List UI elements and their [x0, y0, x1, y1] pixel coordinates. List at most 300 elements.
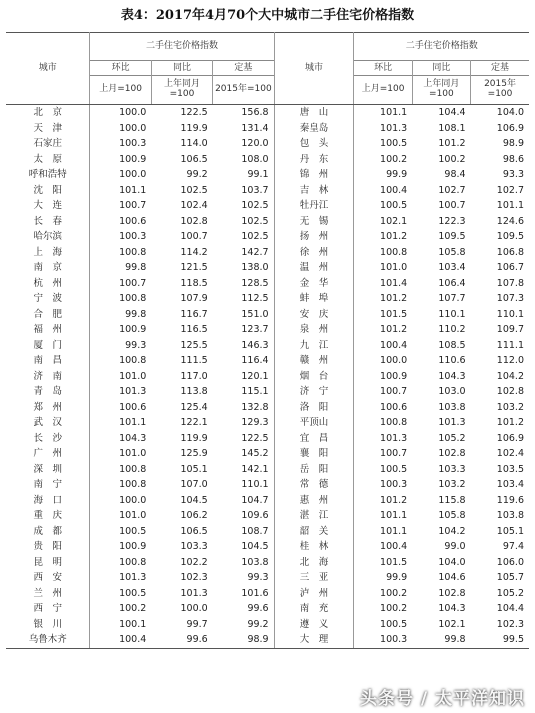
fixed-base-value: 99.3 — [213, 570, 274, 586]
yoy-value: 103.2 — [438, 479, 466, 490]
yoy-value: 102.4 — [180, 200, 208, 211]
yoy-value: 117.0 — [180, 370, 208, 382]
city-name: 南 京 — [6, 260, 90, 276]
index-group-header: 二手住宅价格指数 — [90, 33, 274, 61]
yoy-value: 99.8 — [412, 632, 470, 648]
fixed-base-value: 129.3 — [213, 415, 274, 431]
table-row — [6, 245, 529, 261]
fixed-base-value: 112.0 — [496, 355, 524, 366]
fixed-base-value: 98.9 — [213, 632, 274, 648]
table-row — [6, 338, 529, 354]
table-row — [6, 570, 529, 586]
mom-value: 100.4 — [90, 632, 151, 648]
yoy-value: 121.5 — [180, 262, 208, 273]
yoy-value: 100.0 — [180, 603, 208, 614]
table-row — [6, 369, 529, 385]
city-name: 锦 州 — [274, 167, 354, 183]
yoy-value: 107.7 — [438, 293, 466, 304]
table-row — [6, 353, 529, 369]
table-row — [6, 446, 529, 462]
yoy-value: 104.4 — [438, 107, 466, 118]
mom-value: 101.1 — [380, 525, 408, 537]
mom-value: 100.5 — [380, 138, 408, 149]
city-name: 宁 波 — [6, 291, 90, 307]
fixed-base-value: 119.6 — [496, 494, 524, 506]
fixed-base-value: 105.2 — [496, 587, 524, 599]
fixed-base-value: 103.2 — [496, 401, 524, 413]
fixed-base-value: 106.8 — [496, 246, 524, 258]
fixed-base-value: 106.9 — [496, 122, 524, 134]
yoy-value: 102.7 — [438, 184, 466, 196]
city-name: 遵 义 — [274, 617, 354, 633]
fixed-base: 2015年=100 — [213, 76, 274, 105]
city-name: 平顶山 — [274, 415, 354, 431]
mom-value: 100.9 — [380, 370, 408, 382]
table-row — [6, 198, 529, 214]
yoy-value: 111.5 — [180, 355, 208, 366]
yoy-value: 102.8 — [438, 587, 466, 599]
mom-value: 100.0 — [119, 494, 147, 506]
mom-value: 101.0 — [119, 510, 147, 521]
mom-value: 100.1 — [119, 618, 147, 630]
city-name: 扬 州 — [274, 229, 354, 245]
fixed-base-value: 122.5 — [213, 431, 274, 447]
yoy-value: 101.3 — [438, 417, 466, 428]
fixed-base-value: 97.4 — [502, 541, 524, 552]
mom-value: 101.2 — [380, 293, 408, 304]
city-name: 包 头 — [274, 136, 354, 152]
city-name: 牡丹江 — [274, 198, 354, 214]
fixed-base-value: 111.1 — [496, 339, 524, 351]
fixed-base-value: 142.1 — [213, 462, 274, 478]
yoy-value: 104.5 — [180, 494, 208, 506]
fixed-base-value: 106.7 — [496, 262, 524, 273]
mom-value: 100.8 — [119, 556, 147, 568]
table-row — [6, 322, 529, 338]
city-name: 海 口 — [6, 493, 90, 509]
fixed-base-value: 104.7 — [213, 493, 274, 509]
yoy-value: 110.1 — [438, 308, 466, 320]
mom-value: 100.6 — [119, 401, 147, 413]
table-title: 表4：2017年4月70个大中城市二手住宅价格指数 — [120, 8, 415, 23]
fixed-base-value: 99.2 — [213, 617, 274, 633]
mom-value: 99.9 — [386, 169, 408, 180]
yoy-value: 103.3 — [180, 541, 208, 552]
yoy-value: 118.5 — [180, 277, 208, 289]
fixed-base-value: 99.5 — [471, 632, 529, 648]
table-row — [6, 276, 529, 292]
mom-value: 100.0 — [119, 107, 147, 118]
city-name: 成 都 — [6, 524, 90, 540]
watermark: 头条号 / 太平洋知识 — [359, 689, 525, 709]
yoy-value: 109.5 — [438, 231, 466, 242]
city-name: 福 州 — [6, 322, 90, 338]
city-name: 昆 明 — [6, 555, 90, 571]
table-row — [6, 167, 529, 183]
city-name: 唐 山 — [274, 105, 354, 121]
mom-value: 100.5 — [119, 587, 147, 599]
yoy-header: 同比 — [412, 61, 470, 76]
fixed-base-value: 120.1 — [213, 369, 274, 385]
fixed-base-value: 145.2 — [213, 446, 274, 462]
fixed-base-value: 112.5 — [213, 291, 274, 307]
yoy-value: 105.2 — [438, 432, 466, 444]
yoy-value: 125.4 — [180, 401, 208, 413]
yoy-value: 107.9 — [180, 293, 208, 304]
yoy-value: 114.2 — [180, 246, 208, 258]
city-name: 吉 林 — [274, 183, 354, 199]
city-name: 长 沙 — [6, 431, 90, 447]
mom-value: 101.1 — [119, 184, 147, 196]
mom-value: 101.2 — [380, 324, 408, 335]
city-name: 呼和浩特 — [6, 167, 90, 183]
city-name: 襄 阳 — [274, 446, 354, 462]
table-row — [6, 291, 529, 307]
table-row — [6, 260, 529, 276]
mom-value: 100.3 — [119, 138, 147, 149]
fixed-base-value: 104.0 — [496, 107, 524, 118]
index-group-header: 二手住宅价格指数 — [354, 33, 529, 61]
yoy-value: 99.2 — [186, 169, 208, 180]
yoy-value: 102.3 — [180, 572, 208, 583]
yoy-value: 125.9 — [180, 448, 208, 459]
city-name: 南 宁 — [6, 477, 90, 493]
yoy-base: 上年同月=100 — [151, 76, 212, 105]
table-row — [6, 601, 529, 617]
fixed-base-value: 115.1 — [213, 384, 274, 400]
city-name: 桂 林 — [274, 539, 354, 555]
yoy-value: 107.0 — [180, 479, 208, 490]
fixed-base-value: 99.6 — [213, 601, 274, 617]
fixed-base-value: 104.2 — [496, 370, 524, 382]
yoy-value: 122.5 — [180, 107, 208, 118]
mom-value: 100.7 — [380, 386, 408, 397]
table-row — [6, 415, 529, 431]
fixed-base-value: 124.6 — [496, 215, 524, 227]
yoy-value: 122.1 — [180, 417, 208, 428]
mom-value: 100.6 — [119, 215, 147, 227]
city-name: 武 汉 — [6, 415, 90, 431]
mom-value: 100.8 — [119, 293, 147, 304]
city-name: 哈尔滨 — [6, 229, 90, 245]
fixed-base-value: 98.9 — [502, 138, 524, 149]
yoy-value: 104.2 — [438, 525, 466, 537]
city-name: 银 川 — [6, 617, 90, 633]
mom-value: 100.3 — [354, 632, 412, 648]
city-name: 洛 阳 — [274, 400, 354, 416]
fixed-base-value: 98.6 — [502, 153, 524, 165]
city-name: 大 连 — [6, 198, 90, 214]
table-body — [6, 105, 529, 649]
city-name: 南 昌 — [6, 353, 90, 369]
mom-value: 100.5 — [380, 463, 408, 475]
yoy-value: 119.9 — [180, 432, 208, 444]
city-name: 济 宁 — [274, 384, 354, 400]
city-name: 石家庄 — [6, 136, 90, 152]
city-name: 兰 州 — [6, 586, 90, 602]
city-name: 西 安 — [6, 570, 90, 586]
mom-value: 100.0 — [380, 355, 408, 366]
city-name: 金 华 — [274, 276, 354, 292]
yoy-value: 100.7 — [180, 231, 208, 242]
fixed-base-value: 132.8 — [213, 400, 274, 416]
fixed-base-value: 110.1 — [496, 308, 524, 320]
mom-value: 101.3 — [119, 572, 147, 583]
mom-value: 100.2 — [380, 587, 408, 599]
table-row — [6, 462, 529, 478]
yoy-value: 106.2 — [180, 510, 208, 521]
city-name: 厦 门 — [6, 338, 90, 354]
mom-value: 100.0 — [119, 169, 147, 180]
mom-value: 100.9 — [119, 324, 147, 335]
mom-value: 100.6 — [380, 401, 408, 413]
fixed-base-value: 102.3 — [496, 618, 524, 630]
mom-value: 101.3 — [380, 432, 408, 444]
yoy-value: 106.5 — [180, 525, 208, 537]
mom-value: 100.8 — [380, 246, 408, 258]
fixed-base-value: 105.7 — [496, 572, 524, 583]
mom-value: 100.7 — [119, 277, 147, 289]
yoy-value: 101.3 — [180, 587, 208, 599]
city-name: 西 宁 — [6, 601, 90, 617]
yoy-value: 99.6 — [151, 632, 212, 648]
yoy-value: 99.7 — [186, 618, 208, 630]
yoy-value: 101.2 — [438, 138, 466, 149]
city-name: 惠 州 — [274, 493, 354, 509]
mom-value: 99.8 — [125, 308, 147, 320]
table-row — [6, 524, 529, 540]
city-name: 徐 州 — [274, 245, 354, 261]
yoy-value: 102.5 — [180, 184, 208, 196]
mom-value: 101.0 — [119, 370, 147, 382]
fixed-base-value: 108.7 — [213, 524, 274, 540]
yoy-value: 122.3 — [438, 215, 466, 227]
table-row — [6, 431, 529, 447]
mom-value: 102.1 — [380, 215, 408, 227]
yoy-value: 98.4 — [444, 169, 466, 180]
yoy-value: 105.8 — [438, 510, 466, 521]
mom-value: 100.7 — [119, 200, 147, 211]
yoy-value: 103.0 — [438, 386, 466, 397]
city-name: 无 锡 — [274, 214, 354, 230]
mom-value: 100.8 — [380, 417, 408, 428]
city-name: 大 理 — [274, 632, 354, 648]
table-row — [6, 632, 529, 648]
table-row — [6, 555, 529, 571]
yoy-value: 102.1 — [438, 618, 466, 630]
table-row — [6, 617, 529, 633]
city-name: 安 庆 — [274, 307, 354, 323]
table-row — [6, 586, 529, 602]
city-name: 北 海 — [274, 555, 354, 571]
yoy-value: 103.4 — [438, 262, 466, 273]
yoy-base: 上年同月=100 — [412, 76, 470, 105]
city-name: 乌鲁木齐 — [6, 632, 90, 648]
mom-value: 101.4 — [380, 277, 408, 289]
mom-value: 101.2 — [380, 231, 408, 242]
table-row — [6, 493, 529, 509]
city-name: 常 德 — [274, 477, 354, 493]
mom-value: 101.3 — [380, 122, 408, 134]
mom-value: 101.0 — [119, 448, 147, 459]
city-name: 杭 州 — [6, 276, 90, 292]
mom-value: 100.5 — [380, 618, 408, 630]
mom-value: 100.4 — [380, 541, 408, 552]
yoy-value: 115.8 — [438, 494, 466, 506]
mom-value: 101.3 — [119, 386, 147, 397]
fixed-base-value: 103.8 — [496, 510, 524, 521]
table-row — [6, 136, 529, 152]
fixed-base-value: 105.1 — [496, 525, 524, 537]
yoy-value: 108.1 — [438, 122, 466, 134]
yoy-value: 99.0 — [444, 541, 466, 552]
table-row — [6, 307, 529, 323]
yoy-value: 104.3 — [438, 603, 466, 614]
yoy-value: 100.7 — [438, 200, 466, 211]
fixed-base-value: 93.3 — [502, 169, 524, 180]
fixed-base-value: 102.4 — [496, 448, 524, 459]
city-name: 泉 州 — [274, 322, 354, 338]
mom-value: 100.5 — [380, 200, 408, 211]
yoy-value: 103.8 — [438, 401, 466, 413]
city-column-header: 城市 — [6, 33, 90, 105]
table-row — [6, 384, 529, 400]
fixed-base-value: 108.0 — [213, 152, 274, 168]
yoy-value: 104.0 — [438, 556, 466, 568]
fixed-base-value: 103.8 — [213, 555, 274, 571]
fixed-base-value: 102.5 — [213, 198, 274, 214]
mom-value: 100.2 — [380, 153, 408, 165]
city-name: 郑 州 — [6, 400, 90, 416]
mom-value: 100.8 — [119, 463, 147, 475]
fixed-base-value: 99.1 — [213, 167, 274, 183]
table-row — [6, 229, 529, 245]
mom-value: 100.7 — [380, 448, 408, 459]
city-name: 秦皇岛 — [274, 121, 354, 137]
fixed-base-value: 101.6 — [213, 586, 274, 602]
table-row — [6, 183, 529, 199]
mom-value: 100.0 — [119, 122, 147, 134]
yoy-value: 104.6 — [438, 572, 466, 583]
city-name: 长 春 — [6, 214, 90, 230]
mom-header: 环比 — [354, 61, 412, 76]
mom-value: 100.4 — [380, 184, 408, 196]
city-name: 南 充 — [274, 601, 354, 617]
yoy-value: 113.8 — [180, 386, 208, 397]
city-name: 九 江 — [274, 338, 354, 354]
table-row — [6, 477, 529, 493]
city-name: 合 肥 — [6, 307, 90, 323]
city-name: 沈 阳 — [6, 183, 90, 199]
mom-value: 100.8 — [119, 355, 147, 366]
city-name: 济 南 — [6, 369, 90, 385]
mom-value: 100.9 — [119, 541, 147, 552]
fixed-base-value: 103.7 — [213, 183, 274, 199]
yoy-value: 114.0 — [180, 138, 208, 149]
table-row — [6, 400, 529, 416]
yoy-value: 102.8 — [438, 448, 466, 459]
fixed-base-value: 110.1 — [213, 477, 274, 493]
fixed-base-value: 103.5 — [496, 463, 524, 475]
city-name: 湛 江 — [274, 508, 354, 524]
fixed-base-value: 138.0 — [213, 260, 274, 276]
mom-base: 上月=100 — [354, 76, 412, 105]
fixed-base-value: 106.0 — [496, 556, 524, 568]
fixed-base-value: 102.7 — [496, 184, 524, 196]
fixed-base-value: 151.0 — [213, 307, 274, 323]
mom-value: 100.9 — [119, 153, 147, 165]
city-name: 温 州 — [274, 260, 354, 276]
mom-header: 环比 — [90, 61, 151, 76]
city-name: 宜 昌 — [274, 431, 354, 447]
table-row — [6, 539, 529, 555]
city-name: 太 原 — [6, 152, 90, 168]
table-row — [6, 121, 529, 137]
city-name: 青 岛 — [6, 384, 90, 400]
city-name: 丹 东 — [274, 152, 354, 168]
fixed-base-value: 146.3 — [213, 338, 274, 354]
fixed-base-value: 109.7 — [496, 324, 524, 335]
fixed-base-value: 109.5 — [496, 231, 524, 242]
yoy-value: 116.5 — [180, 324, 208, 335]
yoy-value: 102.2 — [180, 556, 208, 568]
mom-value: 100.5 — [119, 525, 147, 537]
city-name: 北 京 — [6, 105, 90, 121]
mom-value: 100.8 — [119, 246, 147, 258]
yoy-value: 100.2 — [438, 153, 466, 165]
table-row — [6, 105, 529, 121]
city-name: 岳 阳 — [274, 462, 354, 478]
mom-value: 99.9 — [386, 572, 408, 583]
yoy-value: 108.5 — [438, 339, 466, 351]
yoy-value: 110.2 — [438, 324, 466, 335]
fixed-base-value: 116.4 — [213, 353, 274, 369]
fixed-base-value: 101.2 — [496, 417, 524, 428]
fixed-base-value: 131.4 — [213, 121, 274, 137]
yoy-header: 同比 — [151, 61, 212, 76]
price-index-table — [6, 32, 529, 649]
yoy-value: 106.5 — [180, 153, 208, 165]
mom-value: 100.8 — [119, 479, 147, 490]
yoy-value: 116.7 — [180, 308, 208, 320]
fixed-base-value: 156.8 — [213, 105, 274, 121]
city-name: 天 津 — [6, 121, 90, 137]
fixed-base-value: 106.9 — [496, 432, 524, 444]
fixed-base-value: 128.5 — [213, 276, 274, 292]
mom-value: 101.0 — [380, 262, 408, 273]
city-name: 蚌 埠 — [274, 291, 354, 307]
city-name: 泸 州 — [274, 586, 354, 602]
mom-value: 100.2 — [119, 603, 147, 614]
city-name: 赣 州 — [274, 353, 354, 369]
fixed-base-value: 102.8 — [496, 386, 524, 397]
yoy-value: 102.8 — [180, 215, 208, 227]
yoy-value: 125.5 — [180, 339, 208, 351]
mom-value: 99.8 — [125, 262, 147, 273]
mom-value: 101.1 — [380, 107, 408, 118]
yoy-value: 104.3 — [438, 370, 466, 382]
fixed-base-header: 定基 — [213, 61, 274, 76]
city-column-header: 城市 — [274, 33, 354, 105]
fixed-base-value: 107.8 — [496, 277, 524, 289]
mom-value: 101.2 — [380, 494, 408, 506]
mom-value: 100.4 — [380, 339, 408, 351]
mom-value: 99.3 — [125, 339, 147, 351]
fixed-base-value: 102.5 — [213, 229, 274, 245]
yoy-value: 119.9 — [180, 122, 208, 134]
fixed-base-value: 103.4 — [496, 479, 524, 490]
mom-value: 101.5 — [380, 308, 408, 320]
